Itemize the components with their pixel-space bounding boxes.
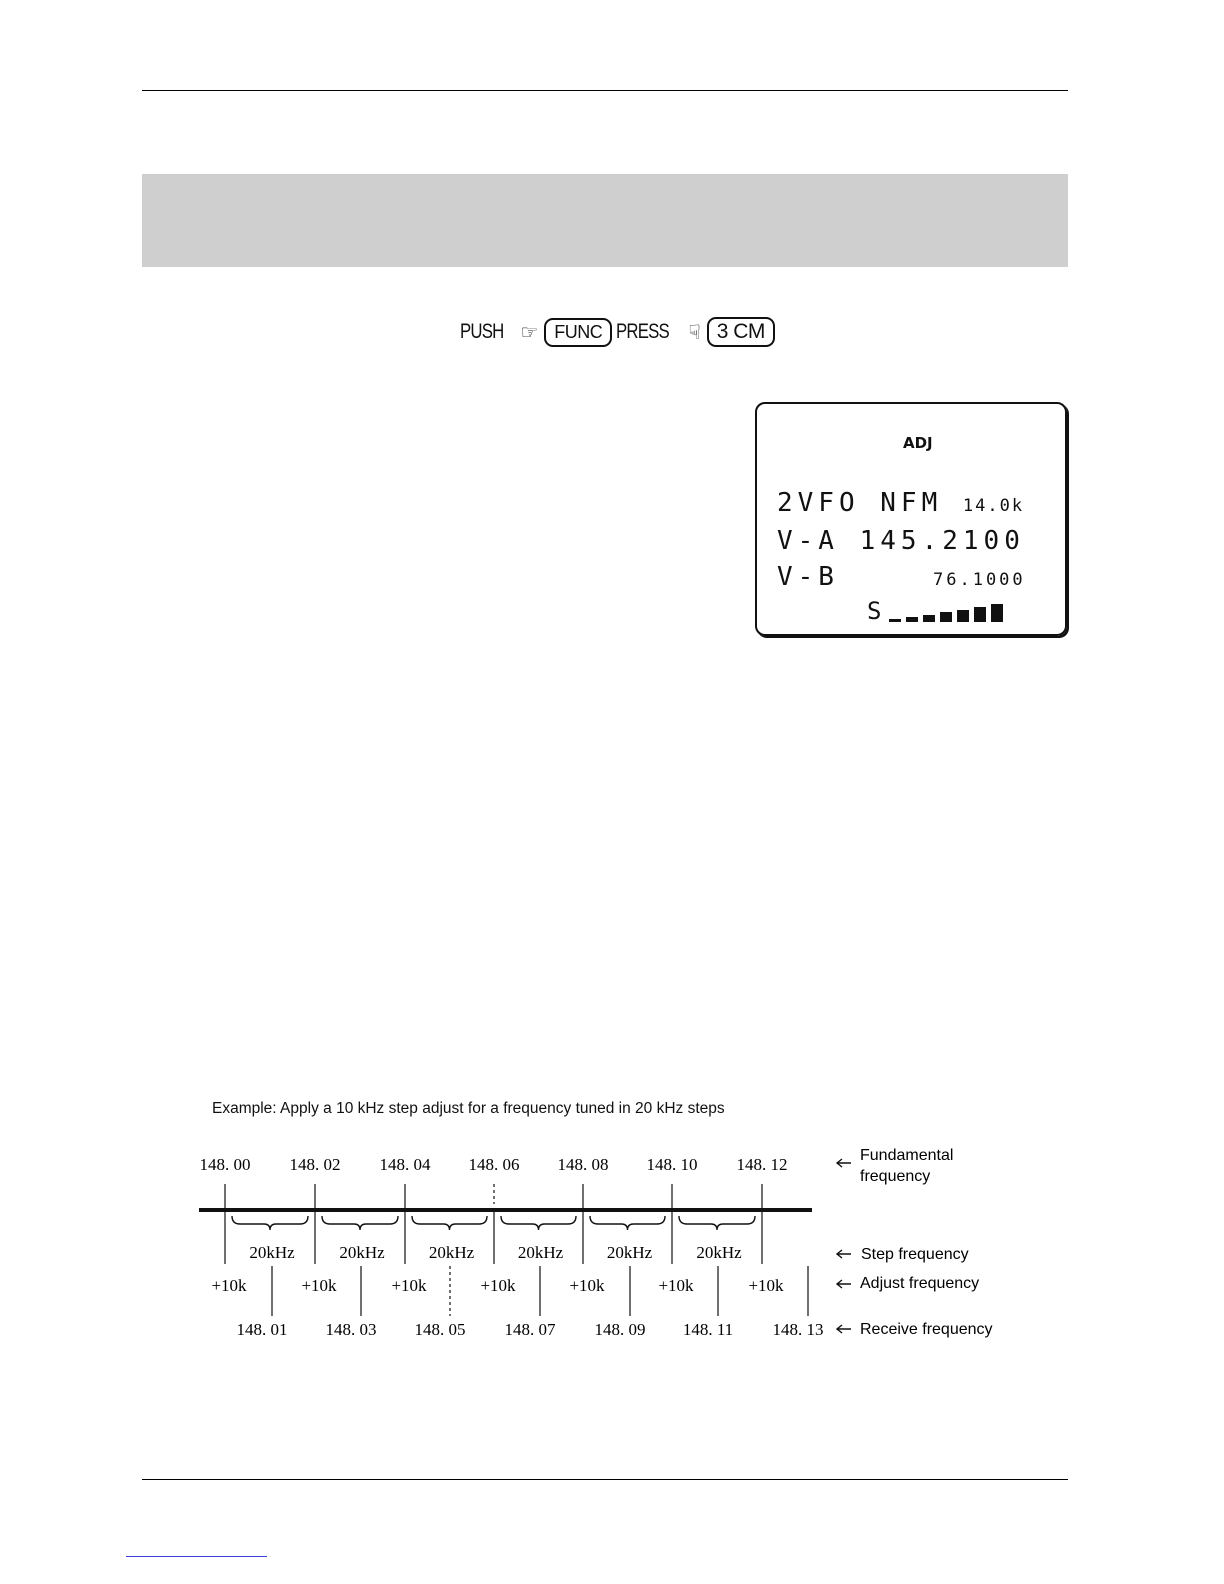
receive-frequency-label: 148. 07 <box>504 1320 556 1339</box>
vfo-a-label: V-A <box>777 526 839 556</box>
push-label: PUSH <box>460 320 504 343</box>
receive-frequency-label: 148. 11 <box>682 1320 734 1339</box>
press-label: PRESS <box>616 320 670 343</box>
fundamental-frequency-label: 148. 04 <box>379 1155 431 1174</box>
adjust-frequency-label: +10k <box>569 1276 605 1295</box>
receive-frequency-label: 148. 05 <box>414 1320 466 1339</box>
receive-frequency-label: 148. 09 <box>594 1320 646 1339</box>
step-frequency-label: 20kHz <box>606 1243 653 1262</box>
adjust-frequency-label: +10k <box>480 1276 516 1295</box>
step-brace <box>232 1216 308 1230</box>
footer-link-underline <box>126 1556 267 1557</box>
fundamental-frequency-label: 148. 00 <box>199 1155 251 1174</box>
receive-frequency-label: 148. 01 <box>236 1320 288 1339</box>
vfo-mode-text: 2VFO NFM <box>777 488 943 518</box>
legend-fundamental-line1: Fundamental <box>860 1147 954 1164</box>
adjust-frequency-label: +10k <box>301 1276 337 1295</box>
fundamental-frequency-label: 148. 08 <box>557 1155 609 1174</box>
legend-adjust-frequency: Adjust frequency <box>860 1275 980 1292</box>
fundamental-frequency-label: 148. 06 <box>468 1155 520 1174</box>
step-size-text: 14.0k <box>962 496 1025 516</box>
s-meter-label: S <box>867 597 882 625</box>
arrow-left-icon <box>837 1280 851 1288</box>
step-brace <box>501 1216 576 1230</box>
step-frequency-label: 20kHz <box>249 1243 295 1262</box>
vfo-a-frequency: 145.2100 <box>859 526 1025 556</box>
arrow-left-icon <box>837 1159 851 1167</box>
legend-step-frequency: Step frequency <box>861 1246 969 1263</box>
adjust-frequency-label: +10k <box>748 1276 784 1295</box>
vfo-b-label: V-B <box>777 562 839 592</box>
func-key: FUNC <box>544 318 612 347</box>
receive-frequency-label: 148. 03 <box>325 1320 377 1339</box>
hand-press-icon: ☟ <box>688 321 701 344</box>
arrow-left-icon <box>837 1325 851 1333</box>
step-brace <box>412 1216 487 1230</box>
hand-pointer-icon: ☞ <box>520 321 539 344</box>
legend-receive-frequency: Receive frequency <box>860 1321 993 1338</box>
adjust-frequency-label: +10k <box>658 1276 694 1295</box>
fundamental-frequency-label: 148. 10 <box>646 1155 698 1174</box>
diagram-caption: Example: Apply a 10 kHz step adjust for a frequency tuned in 20 kHz steps <box>212 1100 725 1117</box>
fundamental-frequency-label: 148. 02 <box>289 1155 341 1174</box>
three-cm-key: 3 CM <box>707 317 775 347</box>
step-frequency-label: 20kHz <box>696 1243 742 1262</box>
receive-frequency-label: 148. 13 <box>772 1320 824 1339</box>
step-brace <box>590 1216 665 1230</box>
vfo-b-frequency: 76.1000 <box>933 570 1026 590</box>
adjust-frequency-label: +10k <box>391 1276 427 1295</box>
legend-fundamental-line2: frequency <box>860 1168 931 1185</box>
adjust-frequency-label: +10k <box>211 1276 247 1295</box>
step-frequency-label: 20kHz <box>517 1243 564 1262</box>
step-frequency-label: 20kHz <box>339 1243 385 1262</box>
step-brace <box>322 1216 398 1230</box>
footer-rule <box>142 1479 1068 1480</box>
step-brace <box>679 1216 755 1230</box>
adj-indicator: ADJ <box>903 434 933 452</box>
arrow-left-icon <box>837 1250 851 1258</box>
step-frequency-label: 20kHz <box>428 1243 475 1262</box>
fundamental-frequency-label: 148. 12 <box>736 1155 788 1174</box>
